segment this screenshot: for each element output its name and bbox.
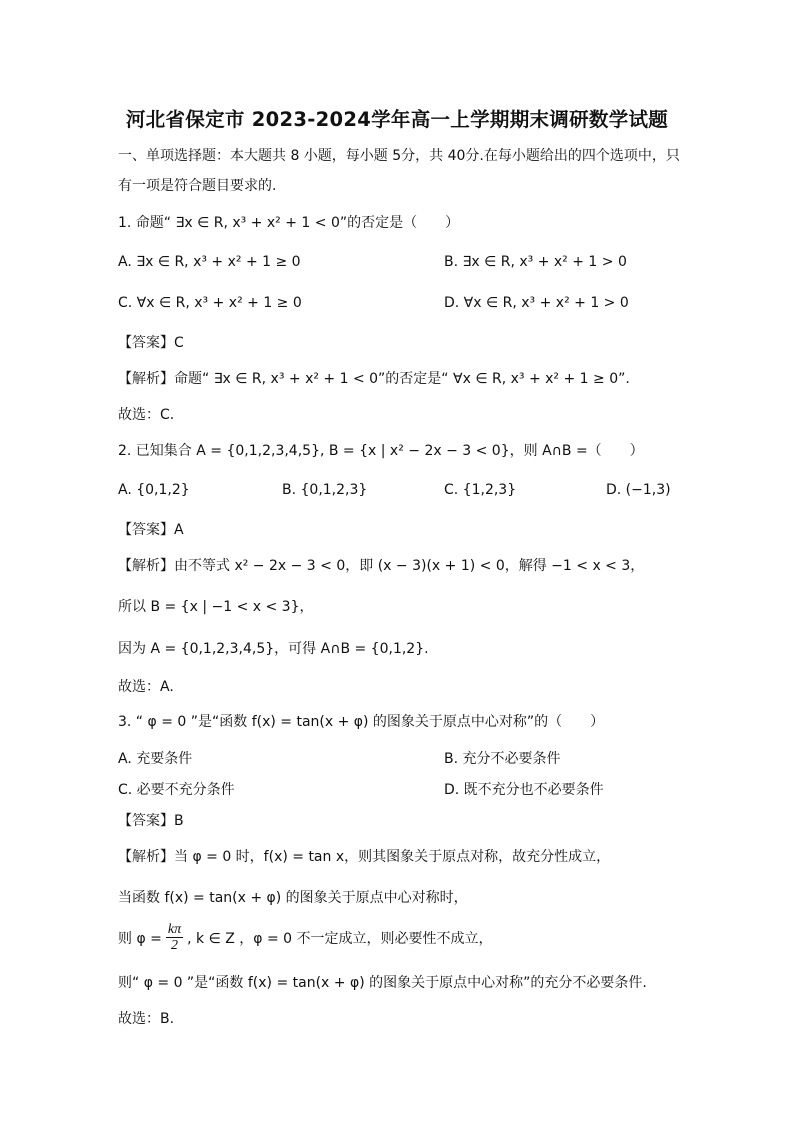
q2-analysis-line3: 因为 A = {0,1,2,3,4,5}，可得 A∩B = {0,1,2}. (118, 641, 429, 657)
q2-option-d: D. (−1,3) (606, 482, 671, 498)
fraction-denominator: 2 (170, 938, 178, 953)
q3-option-a: A. 充要条件 (118, 751, 193, 767)
fraction-numerator: kπ (167, 922, 182, 937)
q1-option-a: A. ∃x ∈ R, x³ + x² + 1 ≥ 0 (118, 254, 301, 270)
q2-analysis-line1: 【解析】由不等式 x² − 2x − 3 < 0，即 (x − 3)(x + 1) < 0，解得 −1 < x < 3， (118, 558, 645, 574)
q2-option-c: C. {1,2,3} (444, 482, 517, 498)
q3-analysis-line1: 【解析】当 φ = 0 时，f(x) = tan x，则其图象关于原点对称，故充分性成立， (118, 849, 611, 865)
q1-option-b: B. ∃x ∈ R, x³ + x² + 1 > 0 (444, 254, 627, 270)
q1-option-d: D. ∀x ∈ R, x³ + x² + 1 > 0 (444, 295, 629, 311)
q3-analysis-line3-prefix: 则 φ = (118, 930, 162, 947)
q3-analysis-line3-suffix: , k ∈ Z ，φ = 0 不一定成立，则必要性不成立， (187, 930, 493, 947)
q3-option-d: D. 既不充分也不必要条件 (444, 782, 604, 798)
q3-analysis-line3 (118, 922, 492, 953)
section-heading-line2: 有一项是符合题目要求的. (118, 178, 277, 194)
q2-option-b: B. {0,1,2,3} (282, 482, 368, 498)
q2-choose: 故选：A. (118, 679, 174, 695)
section-heading-line1: 一、单项选择题：本大题共 8 小题，每小题 5分，共 40分.在每小题给出的四个选项中，只 (118, 148, 680, 164)
q2-analysis-line2: 所以 B = {x | −1 < x < 3}， (118, 599, 314, 615)
q1-analysis: 【解析】命题“ ∃x ∈ R, x³ + x² + 1 < 0”的否定是“ ∀x ∈ R, x³ + x² + 1 ≥ 0”. (118, 371, 630, 387)
fraction-k-pi-over-2 (166, 922, 183, 953)
q3-option-c: C. 必要不充分条件 (118, 782, 235, 798)
q3-stem: 3. “ φ = 0 ”是“函数 f(x) = tan(x + φ) 的图象关于原点中心对称”的（ ） (118, 714, 605, 730)
q3-analysis-line4: 则“ φ = 0 ”是“函数 f(x) = tan(x + φ) 的图象关于原点中心对称”的充分不必要条件. (118, 975, 647, 991)
document-title: 河北省保定市 2023-2024学年高一上学期期末调研数学试题 (125, 108, 669, 131)
q3-choose: 故选：B. (118, 1011, 175, 1027)
q1-answer: 【答案】C (118, 335, 184, 351)
q1-option-c: C. ∀x ∈ R, x³ + x² + 1 ≥ 0 (118, 295, 302, 311)
q2-stem: 2. 已知集合 A = {0,1,2,3,4,5}, B = {x | x² − 2x − 3 < 0}，则 A∩B =（ ） (118, 443, 644, 459)
q3-analysis-line2: 当函数 f(x) = tan(x + φ) 的图象关于原点中心对称时， (118, 890, 468, 906)
q2-answer: 【答案】A (118, 522, 184, 538)
q1-stem: 1. 命题“ ∃x ∈ R, x³ + x² + 1 < 0”的否定是（ ） (118, 215, 460, 231)
q3-answer: 【答案】B (118, 813, 184, 829)
q1-choose: 故选：C. (118, 407, 175, 423)
q3-option-b: B. 充分不必要条件 (444, 751, 561, 767)
q2-option-a: A. {0,1,2} (118, 482, 190, 498)
